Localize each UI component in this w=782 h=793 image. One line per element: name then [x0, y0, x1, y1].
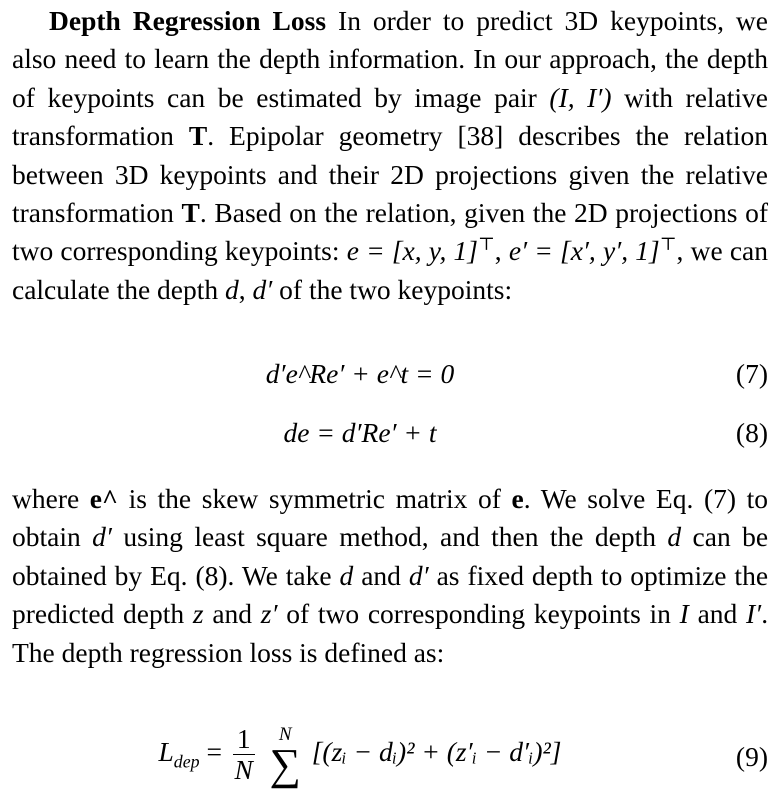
loss-subscript: dep — [173, 751, 200, 772]
depth-d-2: d — [667, 521, 682, 553]
equation-8-body: de = d′Re′ + t — [283, 417, 437, 448]
equation-8 — [12, 413, 768, 453]
image-I-prime: I′ — [746, 598, 762, 630]
para2-text8: . The depth regression loss is defined as: — [12, 598, 769, 668]
para2-and-1: and — [361, 559, 401, 591]
fraction-denominator: N — [234, 754, 253, 785]
para2-text3: . We solve Eq. (7) to obtain — [12, 483, 769, 553]
transpose-symbol: ⊤ — [478, 234, 495, 255]
e-definition: e = [x, y, 1] — [346, 235, 478, 267]
loss-symbol: L — [158, 735, 174, 767]
para2-and-3: and — [697, 598, 738, 630]
para2-text2: is the skew symmetric matrix of — [128, 483, 501, 514]
summation — [269, 723, 301, 789]
loss-body: [(zᵢ − dᵢ)² + (z′ᵢ − d′ᵢ)²] — [311, 735, 562, 767]
equation-7-number: (7) — [735, 358, 768, 389]
e-hat: e^ — [89, 483, 118, 514]
equation-8-number: (8) — [735, 417, 768, 448]
depth-d: d — [225, 273, 239, 305]
sum-upper-limit: N — [278, 723, 292, 745]
para2-text7: of two corresponding keypoints in — [286, 598, 671, 630]
image-pair: (I, I′) — [549, 81, 612, 113]
equation-7 — [12, 354, 768, 394]
para1-outro: we can calculate the depth — [12, 235, 768, 305]
para2-text5: can be obtained by Eq. (8). We take — [12, 521, 769, 591]
equals-sign: = — [206, 735, 222, 767]
paragraph-skew-symmetric — [12, 480, 768, 672]
pred-depth-z-prime: z′ — [260, 598, 278, 630]
e-vector: e — [511, 483, 524, 514]
e-prime-definition: e′ = [x′, y′, 1] — [508, 235, 660, 267]
image-I: I — [679, 598, 689, 630]
para1-mid3: . Based on the relation, given the 2D projections of two corresponding keypoints: — [12, 197, 769, 267]
paragraph-depth-regression: Depth Regression Loss In order to predict 3D keypoints, we also need to learn the depth information. In our approach, the depth of keypoints can be estimated by image pair (I, I′) with relative transformation T. Epipolar geometry [38] describes the relation between 3D keypoints and their 2D projections given the relative transformation T. Based on the relation, given the 2D projections of two corresponding keypoints: e = [x, y, 1]⊤, e′ = [x′, y′, 1]⊤, we can calculate the depth d, d′ of the two keypoints: — [12, 5, 769, 305]
fraction-numerator: 1 — [233, 724, 255, 755]
para1-mid1: with relative transformation — [12, 81, 769, 152]
depth-d-prime-2: d′ — [92, 521, 112, 553]
transform-symbol-2: T — [181, 197, 200, 229]
para1-intro: In order to predict 3D keypoints, we also need to learn the depth information. In our approach, the depth of keypoints can be estimated by image pair — [12, 5, 768, 113]
depth-d-prime-3: d′ — [408, 559, 429, 591]
equation-9-body — [12, 723, 708, 789]
para2-text6: as fixed depth to optimize the predicted depth — [12, 559, 769, 630]
para1-outro2: of the two keypoints: — [279, 273, 513, 305]
fraction — [233, 724, 255, 785]
equation-7-body: d′e^Re′ + e^t = 0 — [265, 358, 455, 389]
para2-text1: where — [12, 483, 80, 514]
depth-d-prime: d′ — [252, 273, 273, 305]
para1-mid2: . Epipolar geometry [38] describes the relation between 3D keypoints and their 2D projections given the relative transformation — [12, 120, 769, 229]
para2-text4: using least square method, and then the depth — [123, 521, 656, 553]
depth-d-3: d — [339, 559, 354, 591]
equation-9 — [12, 722, 768, 792]
section-heading: Depth Regression Loss — [49, 5, 327, 36]
transpose-symbol-2: ⊤ — [659, 234, 677, 255]
para2-and-2: and — [212, 598, 253, 630]
sigma-symbol: ∑ — [269, 739, 301, 789]
equation-9-number: (9) — [735, 741, 768, 772]
transform-symbol: T — [188, 120, 208, 152]
pred-depth-z: z — [192, 598, 204, 630]
